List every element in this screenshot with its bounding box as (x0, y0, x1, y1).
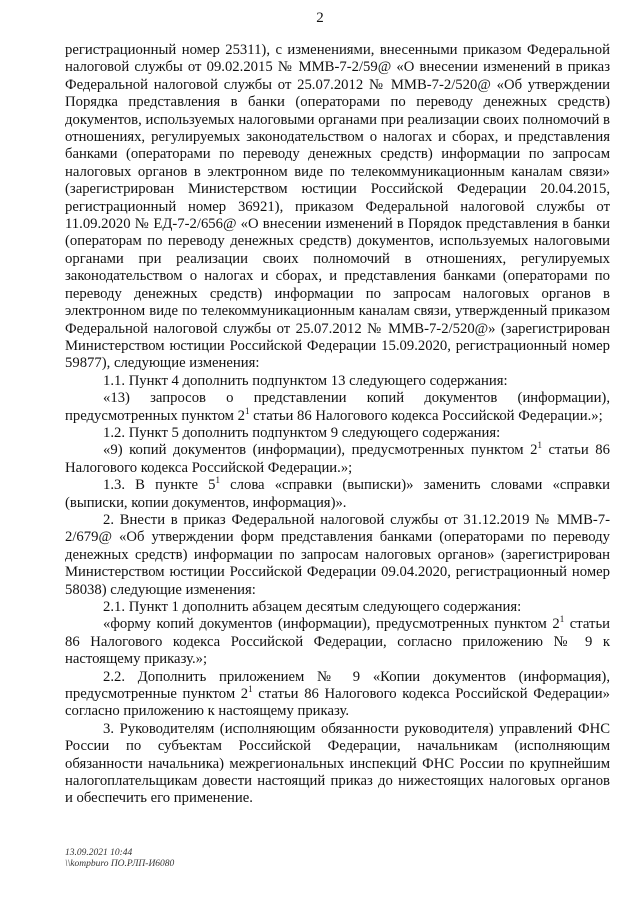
paragraph-5-text: 1.3. В пункте 5 (103, 477, 216, 494)
superscript-1: 1 (559, 614, 565, 625)
print-footer (65, 848, 174, 870)
paragraph-6: 2. Внести в приказ Федеральной налоговой службы от 31.12.2019 № ММВ-7-2/679@ «Об утверждении форм представления банками (операторами по переводу денежных средств) информации по запросам налоговых органов» (зарегистрирован Министерством юстиции Российской Федерации 09.04.2020, регистрационный номер 58038) следующие изменения: (65, 511, 610, 598)
paragraph-8 (65, 616, 610, 668)
paragraph-4-tail: статьи 86 Налогового кодекса Российской Федерации.»; (65, 442, 610, 476)
paragraph-10: 3. Руководителям (исполняющим обязанности руководителя) управлений ФНС России по субъектам Российской Федерации, начальникам (исполняющим обязанности начальника) межрегиональных инспекций ФНС России по крупнейшим налогоплательщикам довести настоящий приказ до нижестоящих налоговых органов и обеспечить его применение. (65, 720, 610, 807)
superscript-1: 1 (248, 684, 253, 695)
paragraph-3: 1.2. Пункт 5 дополнить подпунктом 9 следующего содержания: (103, 424, 501, 441)
superscript-1: 1 (215, 475, 220, 486)
paragraph-8-tail: статьи 86 Налогового кодекса Российской Федерации, согласно приложению № 9 к настоящему приказу.»; (65, 616, 610, 668)
superscript-1: 1 (244, 405, 250, 416)
print-path: \\kompburo ПО.РЛП-И6080 (65, 859, 175, 869)
paragraph-9 (65, 669, 610, 721)
paragraph-0: регистрационный номер 25311), с изменениями, внесенными приказом Федеральной налоговой службы от 09.02.2015 № ММВ-7-2/59@ «О внесении изменений в приказ Федеральной налоговой службы от 25.07.2012 № ММВ-7-2/520@ «Об утверждении Порядка представления в банки (операторами по переводу денежных средств) документов, используемых налоговыми органами при реализации своих полномочий в отношениях, регулируемых законодательством о налогах и сборах, и представления банками (операторами по переводу денежных средств) информации по запросам налоговых органов в электронном виде по телекоммуникационным каналам связи» (зарегистрирован Министерством юстиции Российской Федерации 20.04.2015, регистрационный номер 36921), приказом Федеральной налоговой службы от 11.09.2020 № ЕД-7-2/656@ «О внесении изменений в Порядок представления в банки (операторам по переводу денежных средств) документов, используемых налоговыми органами при реализации своих полномочий в отношениях, регулируемых законодательством о налогах и сборах, и представления банками (операторами по переводу денежных средств) информации по запросам налоговых органов в электронном виде по телекоммуникационным каналам связи, утвержденный приказом Федеральной налоговой службы от 25.07.2012 № ММВ-7-2/520@» (зарегистрирован Министерством юстиции Российской Федерации 15.09.2020, регистрационный номер 59877), следующие изменения: (65, 42, 610, 372)
paragraph-4-text: «9) копий документов (информации), предусмотренных пунктом 2 (103, 442, 538, 459)
paragraph-7: 2.1. Пункт 1 дополнить абзацем десятым следующего содержания: (103, 599, 522, 615)
page-number: 2 (316, 10, 324, 26)
paragraph-1: 1.1. Пункт 4 дополнить подпунктом 13 следующего содержания: (103, 372, 508, 389)
paragraph-2-text: «13) запросов о представлении копий документов (информации), предусмотренных пунктом 2 (65, 390, 610, 424)
paragraph-2 (65, 390, 610, 425)
paragraph-4 (65, 442, 610, 477)
paragraph-9-tail: статьи 86 Налогового кодекса Российской Федерации» согласно приложению к настоящему приказу. (65, 686, 610, 720)
print-timestamp: 13.09.2021 10:44 (65, 848, 133, 858)
document-body (65, 42, 610, 808)
paragraph-9-text: 2.2. Дополнить приложением № 9 «Копии документов (информация), предусмотренные пунктом 2 (65, 668, 610, 703)
superscript-1: 1 (537, 440, 542, 451)
paragraph-8-text: «форму копий документов (информации), предусмотренных пунктом 2 (103, 616, 560, 633)
paragraph-2-tail: статьи 86 Налогового кодекса Российской Федерации.»; (249, 407, 603, 424)
paragraph-5-tail: слова «справки (выписки)» заменить словами «справки (выписки, копии документов, информация)». (65, 477, 610, 511)
paragraph-5 (65, 477, 610, 512)
